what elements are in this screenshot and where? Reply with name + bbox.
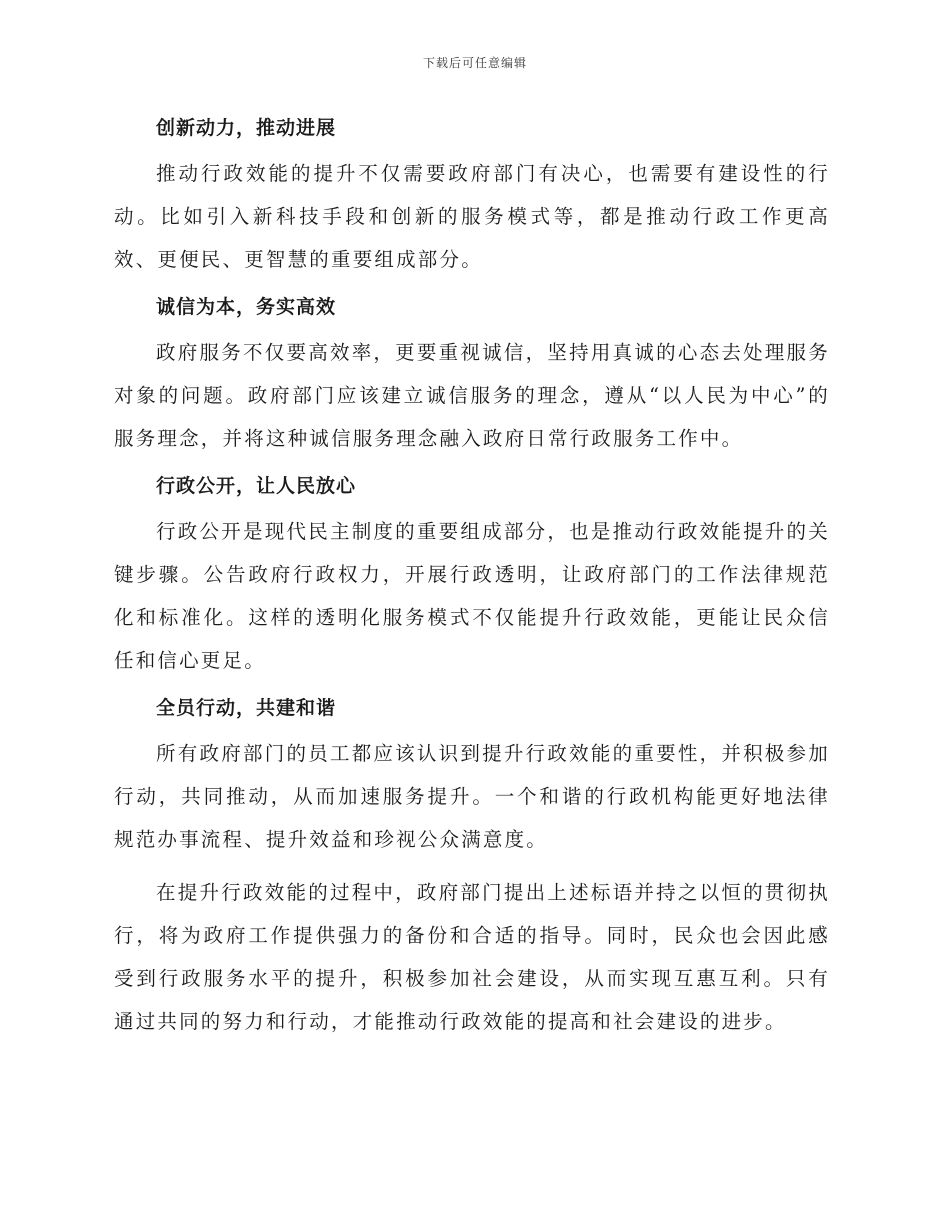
section-paragraph-innovation: 推动行政效能的提升不仅需要政府部门有决心，也需要有建设性的行动。比如引入新科技手段和创新的服务模式等，都是推动行政工作更高效、更便民、更智慧的重要组成部分。: [114, 162, 830, 271]
page-header: 下载后可任意编辑: [422, 56, 527, 70]
section-heading-harmony: 全员行动，共建和谐: [156, 697, 337, 719]
section-paragraph-transparency: 行政公开是现代民主制度的重要组成部分，也是推动行政效能提升的关键步骤。公告政府行政权力，开展行政透明，让政府部门的工作法律规范化和标准化。这样的透明化服务模式不仅能提升行政效能，更能让民众信任和信心更足。: [114, 520, 830, 672]
section-heading-integrity: 诚信为本，务实高效: [156, 296, 337, 318]
conclusion-paragraph: 在提升行政效能的过程中，政府部门提出上述标语并持之以恒的贯彻执行，将为政府工作提供强力的备份和合适的指导。同时，民众也会因此感受到行政服务水平的提升，积极参加社会建设，从而实现互惠互利。只有通过共同的努力和行动，才能推动行政效能的提高和社会建设的进步。: [114, 881, 830, 1033]
section-paragraph-harmony: 所有政府部门的员工都应该认识到提升行政效能的重要性，并积极参加行动，共同推动，从而加速服务提升。一个和谐的行政机构能更好地法律规范办事流程、提升效益和珍视公众满意度。: [114, 742, 830, 851]
section-paragraph-integrity: 政府服务不仅要高效率，更要重视诚信，坚持用真诚的心态去处理服务对象的问题。政府部门应该建立诚信服务的理念，遵从“以人民为中心”的服务理念，并将这种诚信服务理念融入政府日常行政服务工作中。: [114, 341, 830, 450]
section-heading-innovation: 创新动力，推动进展: [156, 117, 337, 139]
section-heading-transparency: 行政公开，让人民放心: [156, 475, 357, 497]
document-body: [114, 108, 830, 1049]
